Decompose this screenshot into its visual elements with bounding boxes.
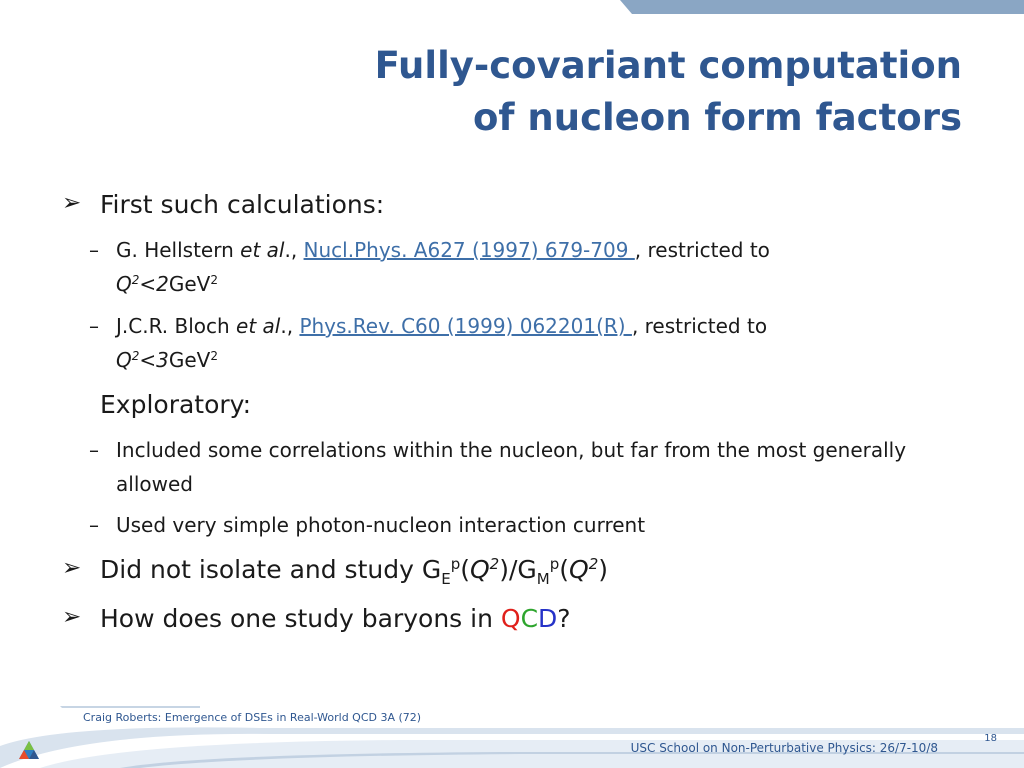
bullet-text [100, 555, 608, 588]
unit-exponent: 2 [210, 272, 218, 287]
title-line-2: of nucleon form factors [472, 96, 962, 139]
text-mid: )/G [499, 555, 537, 584]
page-number: 18 [984, 733, 997, 744]
q-exponent: 2 [588, 555, 599, 573]
reference-link-nuclphys[interactable]: Nucl.Phys. A627 (1997) 679-709 [303, 238, 635, 262]
restriction-text: , restricted to [631, 314, 768, 338]
bullet-text [100, 604, 571, 633]
dash-bullet-icon: – [89, 438, 99, 462]
top-accent-bar [620, 0, 1024, 14]
text-post: ? [557, 604, 571, 633]
author-name: J.C.R. Bloch [116, 314, 237, 338]
q-symbol: Q [116, 348, 132, 372]
arrow-bullet-icon: ➢ [62, 604, 82, 630]
footer-author-text: Craig Roberts: Emergence of DSEs in Real-World QCD 3A (72) [83, 711, 422, 724]
arrow-bullet-icon: ➢ [62, 190, 82, 216]
exploratory-heading: Exploratory: [100, 390, 252, 419]
title-line-1: Fully-covariant computation [374, 44, 962, 87]
slide-title [375, 40, 962, 144]
unit: GeV [168, 272, 211, 296]
q-symbol: Q [469, 555, 490, 584]
q-exponent: 2 [131, 272, 140, 287]
sub-item-hellstern [89, 233, 966, 301]
et-al: et al [236, 314, 281, 338]
q-exponent: 2 [131, 348, 140, 363]
q-symbol: Q [569, 555, 589, 584]
q-symbol: Q [116, 272, 132, 296]
paren: ( [460, 555, 470, 584]
reference-link-physrev[interactable]: Phys.Rev. C60 (1999) 062201(R) [299, 314, 632, 338]
paren: ) [598, 555, 609, 584]
subscript-e: E [441, 570, 451, 588]
dash-bullet-icon: – [89, 314, 99, 338]
superscript-p: p [450, 555, 461, 573]
arrow-bullet-icon: ➢ [62, 555, 82, 581]
unit: GeV [168, 348, 211, 372]
bullet-text: First such calculations: [100, 190, 385, 219]
qcd-letter-d: D [538, 604, 558, 633]
author-name: G. Hellstern [116, 238, 241, 262]
q-exponent: 2 [489, 555, 500, 573]
text-pre: How does one study baryons in [100, 604, 501, 633]
sub-item-bloch [89, 309, 966, 377]
et-al: et al [240, 238, 285, 262]
footer-event-text: USC School on Non-Perturbative Physics: 26/7-10/8 [630, 741, 938, 755]
dash-bullet-icon: – [89, 513, 99, 537]
superscript-p: p [549, 555, 560, 573]
dash-bullet-icon: – [89, 238, 99, 262]
qcd-letter-c: C [520, 604, 539, 633]
sub-item-text: Used very simple photon-nucleon interaction current [116, 513, 646, 537]
separator: ., [284, 238, 304, 262]
subscript-m: M [536, 570, 550, 588]
argonne-logo-icon [18, 740, 40, 760]
sub-item-correlations [89, 433, 966, 501]
separator: ., [280, 314, 300, 338]
unit-exponent: 2 [210, 348, 218, 363]
bound-value: <2 [139, 272, 169, 296]
sub-item-text: Included some correlations within the nucleon, but far from the most generally allowed [116, 438, 907, 496]
qcd-letter-q: Q [500, 604, 521, 633]
restriction-text: , restricted to [634, 238, 770, 262]
paren: ( [559, 555, 570, 584]
text-pre: Did not isolate and study G [100, 555, 442, 584]
bound-value: <3 [139, 348, 169, 372]
sub-item-photon-current [89, 508, 966, 542]
